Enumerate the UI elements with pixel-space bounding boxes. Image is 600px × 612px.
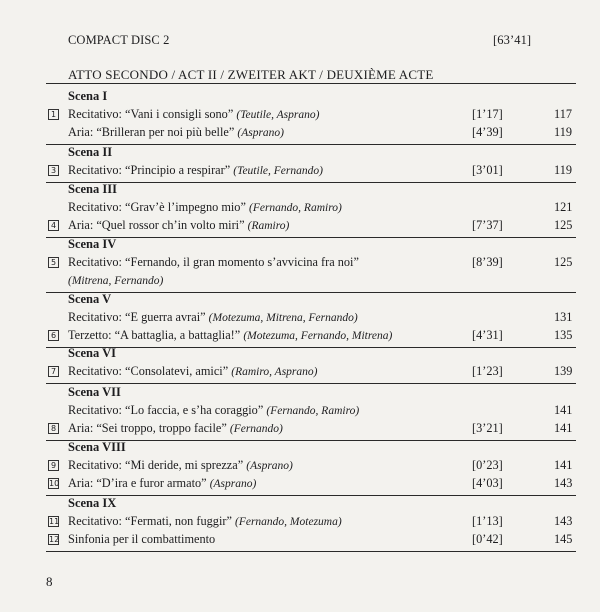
libretto-page: 117	[554, 107, 572, 121]
divider	[46, 144, 576, 145]
track-row	[0, 218, 600, 235]
track-text: Recitativo: “Consolatevi, amici”	[68, 364, 229, 378]
track-row	[0, 273, 600, 290]
track-row	[0, 255, 600, 272]
track-title	[68, 163, 323, 178]
track-number-box: 9	[48, 460, 59, 471]
track-title	[68, 403, 359, 418]
track-duration: [7’37]	[472, 218, 503, 232]
track-roles: (Motezuma, Fernando, Mitrena)	[243, 330, 393, 342]
libretto-page: 119	[554, 125, 572, 139]
track-roles: (Fernando)	[229, 423, 283, 435]
libretto-page: 121	[554, 200, 573, 214]
libretto-page: 125	[554, 255, 573, 269]
track-number-box: 7	[48, 366, 59, 377]
track-duration: [4’31]	[472, 328, 503, 342]
track-row	[0, 476, 600, 493]
track-text: Recitativo: “Principio a respirar”	[68, 163, 231, 177]
track-title	[68, 421, 283, 436]
track-roles: (Teutile, Fernando)	[233, 165, 323, 177]
track-row	[0, 421, 600, 438]
track-text: Recitativo: “Grav’è l’impegno mio”	[68, 200, 246, 214]
track-roles: (Asprano)	[246, 460, 293, 472]
track-row	[0, 532, 600, 549]
track-duration: [1’13]	[472, 514, 503, 528]
divider	[46, 347, 576, 348]
scene-heading: Scena VII	[68, 385, 121, 399]
disc-total-duration: [63’41]	[493, 33, 532, 47]
track-title	[68, 532, 215, 547]
libretto-page: 145	[554, 532, 573, 546]
track-roles: (Asprano)	[209, 478, 257, 490]
track-row	[0, 328, 600, 345]
track-text: Recitativo: “Fermati, non fuggir”	[68, 514, 232, 528]
track-roles: (Teutile, Asprano)	[236, 109, 320, 121]
track-row	[0, 514, 600, 531]
track-row	[0, 364, 600, 381]
divider	[46, 495, 576, 496]
track-title	[68, 328, 392, 343]
scene-heading: Scena VI	[68, 346, 117, 360]
disc-header	[68, 33, 538, 51]
track-duration: [0’42]	[472, 532, 503, 546]
track-title	[68, 218, 289, 233]
track-duration: [4’39]	[472, 125, 503, 139]
libretto-page: 141	[554, 403, 573, 417]
divider	[46, 182, 576, 183]
scene-heading: Scena II	[68, 145, 113, 159]
track-text: Aria: “Quel rossor ch’in volto miri”	[68, 218, 245, 232]
divider	[46, 292, 576, 293]
track-row	[0, 107, 600, 124]
track-roles: (Asprano)	[237, 127, 285, 139]
libretto-page: 135	[554, 328, 573, 342]
track-text: Recitativo: “Mi deride, mi sprezza”	[68, 458, 244, 472]
track-number-box: 12	[49, 535, 60, 544]
track-number-box: 6	[48, 330, 59, 341]
track-number-box: 1	[48, 109, 59, 120]
act-title: ATTO SECONDO / ACT II / ZWEITER AKT / DEUXIÈME ACTE	[68, 67, 434, 82]
track-row	[0, 310, 600, 327]
track-title	[68, 273, 163, 288]
scene-heading: Scena IX	[68, 496, 117, 510]
divider	[46, 237, 576, 238]
scene-heading: Scena III	[68, 182, 117, 196]
track-text: Recitativo: “Lo faccia, e s’ha coraggio”	[68, 403, 264, 417]
track-title	[68, 476, 256, 491]
track-row	[0, 403, 600, 420]
track-roles: (Fernando, Ramiro)	[248, 202, 342, 214]
track-number-box: 10	[49, 479, 60, 488]
scene-heading: Scena V	[68, 292, 112, 306]
track-duration: [0’23]	[472, 458, 503, 472]
scene-heading: Scena I	[68, 89, 108, 103]
disc-title: COMPACT DISC 2	[68, 33, 170, 47]
track-text: Sinfonia per il combattimento	[68, 532, 216, 546]
track-number-box: 11	[49, 517, 60, 526]
track-title	[68, 125, 284, 140]
track-title	[68, 107, 319, 122]
track-number-box: 3	[48, 165, 59, 176]
track-roles: (Fernando, Ramiro)	[266, 405, 360, 417]
track-text: Recitativo: “Fernando, il gran momento s’avvicina fra noi”	[68, 255, 359, 269]
track-text: Terzetto: “A battaglia, a battaglia!”	[68, 328, 241, 342]
track-row	[0, 200, 600, 217]
libretto-page: 125	[554, 218, 573, 232]
page-number: 8	[46, 574, 53, 589]
track-roles: (Ramiro)	[247, 220, 290, 232]
track-title	[68, 364, 317, 379]
track-text: Aria: “Sei troppo, troppo facile”	[68, 421, 227, 435]
track-row	[0, 163, 600, 180]
track-title	[68, 200, 342, 215]
track-duration: [4’03]	[472, 476, 503, 490]
libretto-page: 143	[554, 514, 573, 528]
track-title	[68, 458, 293, 473]
scene-heading: Scena VIII	[68, 440, 126, 454]
track-number-box: 8	[48, 423, 59, 434]
divider	[46, 383, 576, 384]
track-roles: (Motezuma, Mitrena, Fernando)	[208, 312, 358, 324]
track-duration: [8’39]	[472, 255, 503, 269]
track-title	[68, 255, 359, 270]
track-roles: (Fernando, Motezuma)	[235, 516, 342, 528]
track-number-box: 5	[48, 257, 59, 268]
libretto-page: 141	[554, 458, 573, 472]
track-duration: [3’01]	[472, 163, 503, 177]
libretto-page: 139	[554, 364, 573, 378]
libretto-page: 143	[554, 476, 573, 490]
track-title	[68, 514, 342, 529]
track-roles: (Mitrena, Fernando)	[68, 275, 164, 287]
track-text: Recitativo: “E guerra avrai”	[68, 310, 206, 324]
track-roles: (Ramiro, Asprano)	[231, 366, 318, 378]
track-text: Recitativo: “Vani i consigli sono”	[68, 107, 234, 121]
track-row	[0, 458, 600, 475]
divider	[46, 83, 576, 84]
track-duration: [3’21]	[472, 421, 503, 435]
track-number-box: 4	[48, 220, 59, 231]
libretto-page: 119	[554, 163, 572, 177]
track-text: Aria: “D’ira e furor armato”	[68, 476, 207, 490]
track-row	[0, 125, 600, 142]
track-duration: [1’17]	[472, 107, 503, 121]
scene-heading: Scena IV	[68, 237, 117, 251]
track-title	[68, 310, 358, 325]
libretto-page: 131	[554, 310, 573, 324]
track-duration: [1’23]	[472, 364, 503, 378]
divider	[46, 551, 576, 552]
libretto-page: 141	[554, 421, 573, 435]
track-text: Aria: “Brilleran per noi più belle”	[68, 125, 235, 139]
